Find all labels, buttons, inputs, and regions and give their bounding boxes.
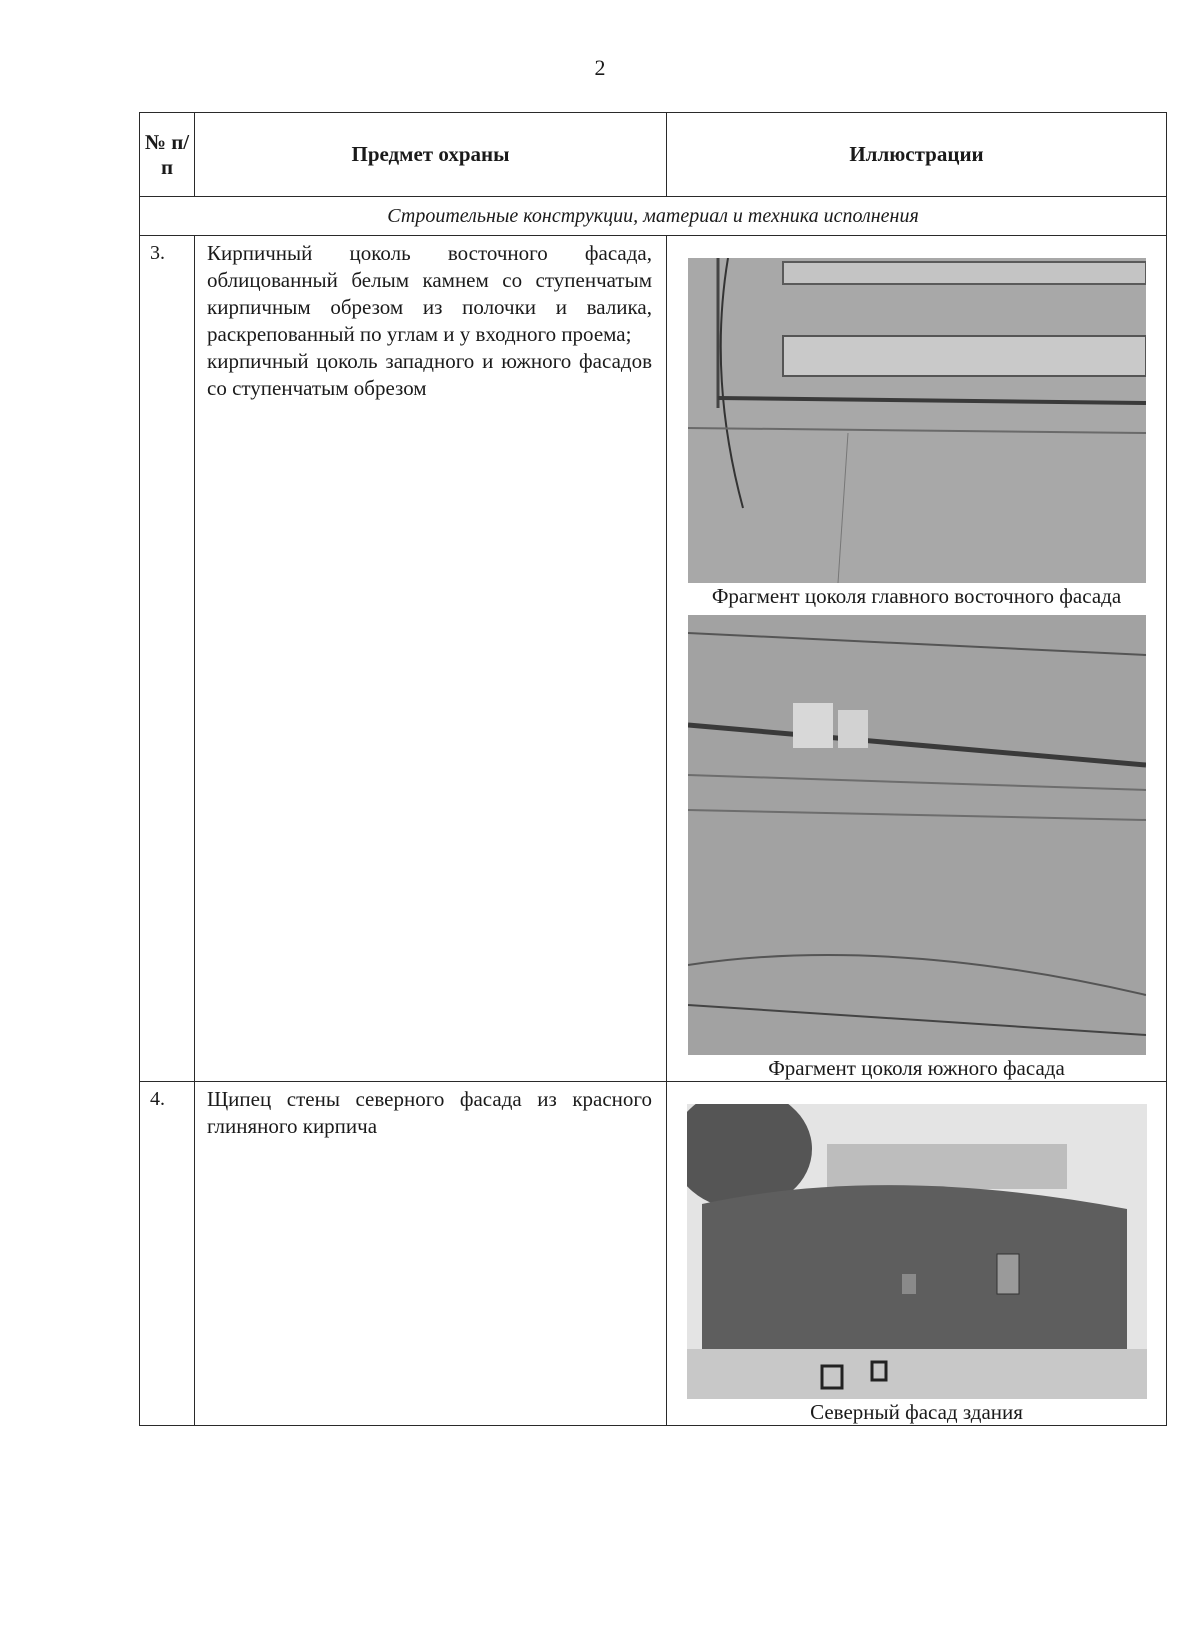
- figure-caption: Фрагмент цоколя главного восточного фасада: [711, 584, 1122, 608]
- subject-paragraph: Щипец стены северного фасада из красного глиняного кирпича: [207, 1087, 652, 1138]
- figure: [667, 258, 1166, 1081]
- north-facade-building-photo: [687, 1104, 1147, 1399]
- protection-subject-table: [139, 112, 1167, 1426]
- section-row: [140, 197, 1167, 236]
- figure-caption: Фрагмент цоколя южного фасада: [768, 1056, 1065, 1080]
- row-subject: [195, 236, 667, 1082]
- table-row: [140, 1082, 1167, 1426]
- row-number: 3.: [140, 236, 195, 1082]
- page-number: 2: [594, 55, 606, 80]
- subject-paragraph: кирпичный цоколь западного и южного фасадов со ступенчатым обрезом: [207, 349, 652, 400]
- plinth-south-facade-photo: [688, 615, 1146, 1055]
- section-title: Строительные конструкции, материал и техника исполнения: [140, 197, 1167, 236]
- plinth-east-facade-photo: [688, 258, 1146, 583]
- row-number: 4.: [140, 1082, 195, 1426]
- figure-caption: Северный фасад здания: [810, 1400, 1023, 1424]
- header-illustrations: Иллюстрации: [667, 113, 1167, 197]
- table-row: [140, 236, 1167, 1082]
- table-header-row: [140, 113, 1167, 197]
- header-num: № п/п: [140, 113, 195, 197]
- figure: [667, 1104, 1166, 1425]
- row-illustrations: [667, 1082, 1167, 1426]
- row-illustrations: [667, 236, 1167, 1082]
- subject-paragraph: Кирпичный цоколь восточного фасада, облицованный белым камнем со ступенчатым кирпичным обрезом из полочки и валика, раскрепованный по углам и у входного проема;: [207, 241, 652, 346]
- row-subject: [195, 1082, 667, 1426]
- header-subject: Предмет охраны: [195, 113, 667, 197]
